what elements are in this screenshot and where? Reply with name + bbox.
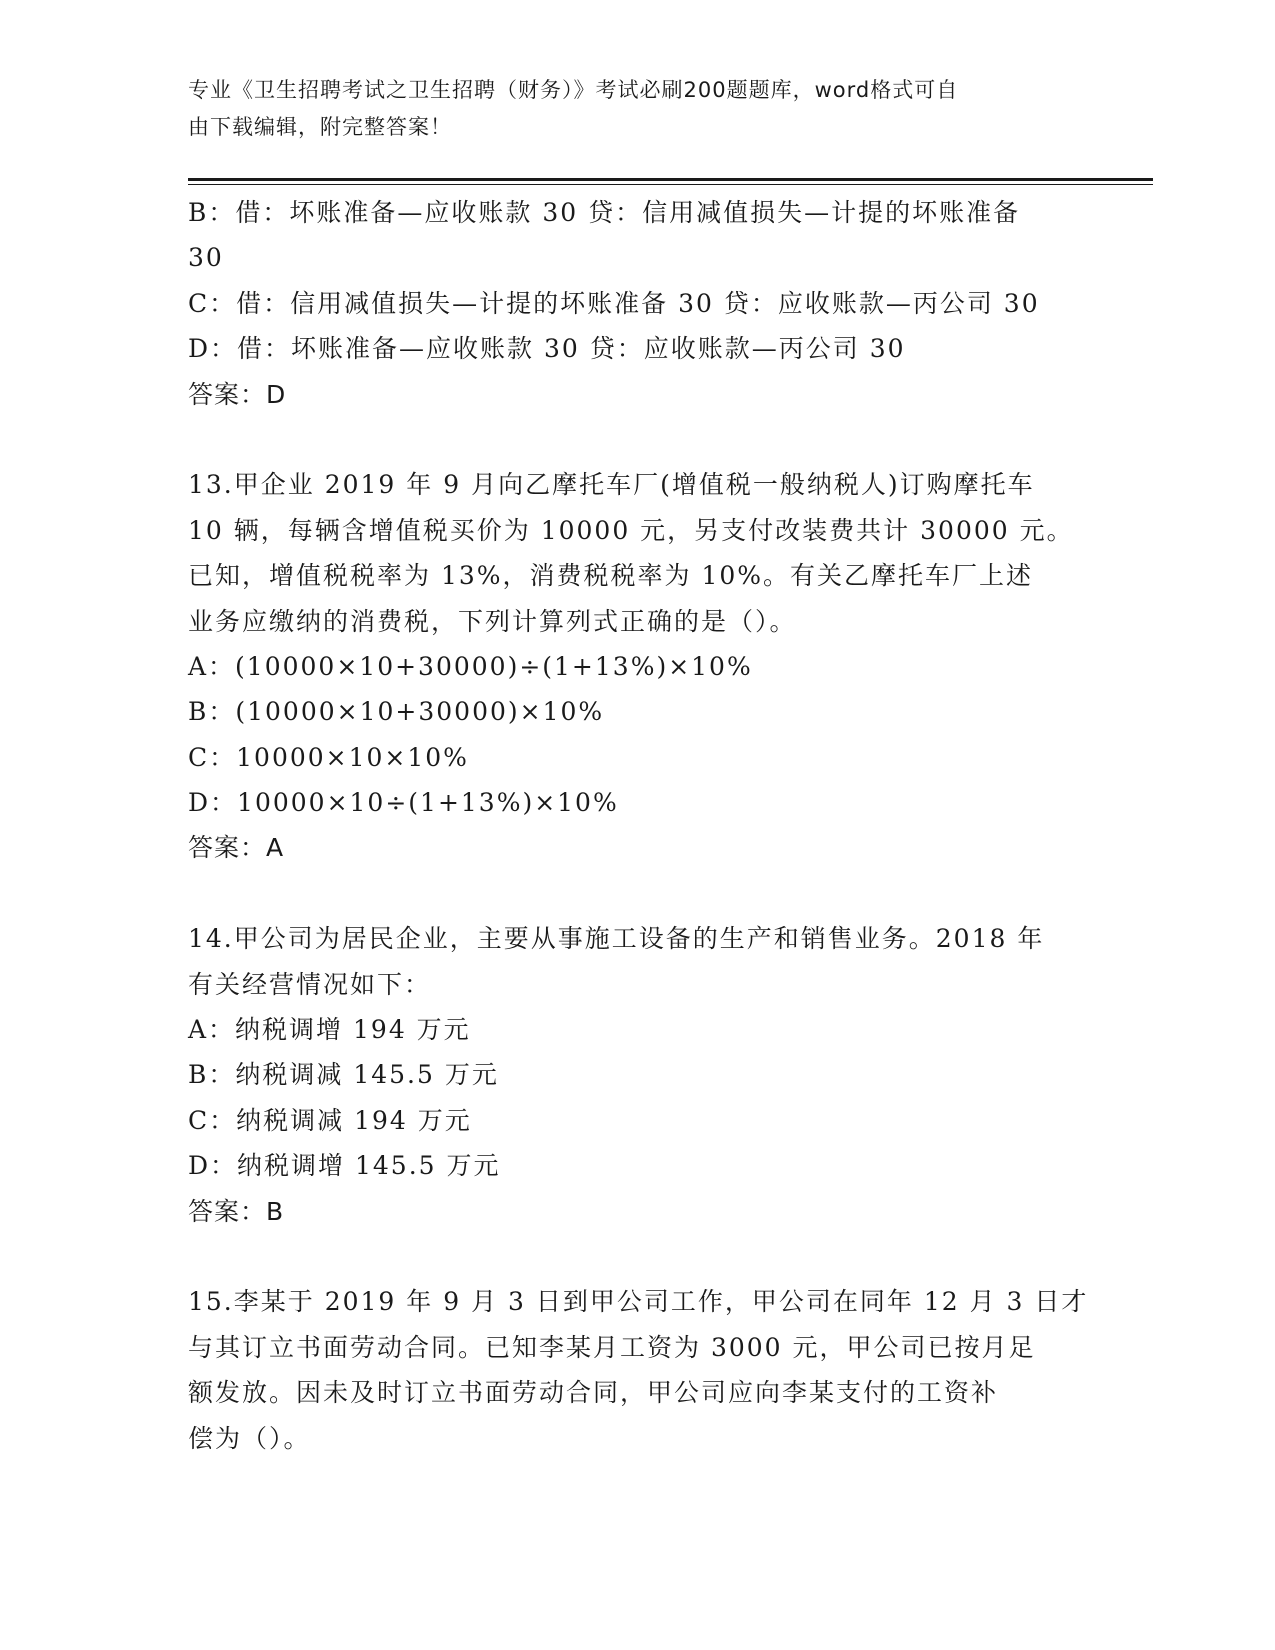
spacer <box>188 417 1088 462</box>
option-c: C：纳税调减 194 万元 <box>188 1105 472 1135</box>
spacer <box>188 871 1088 916</box>
question-stem-line: 10 辆，每辆含增值税买价为 10000 元，另支付改装费共计 30000 元。 <box>188 515 1074 545</box>
question-stem-line: 13.甲企业 2019 年 9 月向乙摩托车厂(增值税一般纳税人)订购摩托车 <box>188 470 1035 500</box>
question-stem-line: 有关经营情况如下： <box>188 969 432 999</box>
question-12-tail <box>188 190 1088 417</box>
option-b: B：(10000×10+30000)×10% <box>188 697 605 727</box>
answer: 答案：D <box>188 379 287 409</box>
option-b-line-2: 30 <box>188 243 224 273</box>
option-d: D：借：坏账准备—应收账款 30 贷：应收账款—丙公司 30 <box>188 334 906 364</box>
header-rule-thin <box>188 184 1153 185</box>
question-15 <box>188 1279 1088 1461</box>
question-stem-line: 额发放。因未及时订立书面劳动合同，甲公司应向李某支付的工资补 <box>188 1378 999 1408</box>
header-line-2: 由下载编辑，附完整答案！ <box>188 115 452 139</box>
option-c: C：10000×10×10% <box>188 742 469 772</box>
option-c: C：借：信用减值损失—计提的坏账准备 30 贷：应收账款—丙公司 30 <box>188 288 1040 318</box>
option-b-line-1: B：借：坏账准备—应收账款 30 贷：信用减值损失—计提的坏账准备 <box>188 198 1021 227</box>
answer: 答案：A <box>188 833 285 863</box>
option-b: B：纳税调减 145.5 万元 <box>188 1060 499 1090</box>
page-header <box>188 72 1068 146</box>
header-line-1: 专业《卫生招聘考试之卫生招聘（财务）》考试必刷200题题库，word格式可自 <box>188 78 959 102</box>
question-stem-line: 业务应缴纳的消费税，下列计算列式正确的是（）。 <box>188 606 797 636</box>
option-d: D：纳税调增 145.5 万元 <box>188 1151 501 1181</box>
option-d: D：10000×10÷(1+13%)×10% <box>188 788 619 818</box>
spacer <box>188 1234 1088 1279</box>
option-a: A：纳税调增 194 万元 <box>188 1015 471 1045</box>
question-stem-line: 15.李某于 2019 年 9 月 3 日到甲公司工作，甲公司在同年 12 月 3 日才 <box>188 1287 1089 1317</box>
document-body <box>188 190 1088 1461</box>
question-stem-line: 偿为（）。 <box>188 1423 311 1453</box>
answer: 答案：B <box>188 1196 285 1226</box>
header-rule-thick <box>188 178 1153 181</box>
question-stem-line: 14.甲公司为居民企业，主要从事施工设备的生产和销售业务。2018 年 <box>188 924 1045 954</box>
option-a: A：(10000×10+30000)÷(1+13%)×10% <box>188 651 753 681</box>
question-stem-line: 与其订立书面劳动合同。已知李某月工资为 3000 元，甲公司已按月足 <box>188 1332 1036 1362</box>
question-stem-line: 已知，增值税税率为 13%，消费税税率为 10%。有关乙摩托车厂上述 <box>188 561 1034 591</box>
question-14 <box>188 916 1088 1234</box>
question-13 <box>188 462 1088 871</box>
